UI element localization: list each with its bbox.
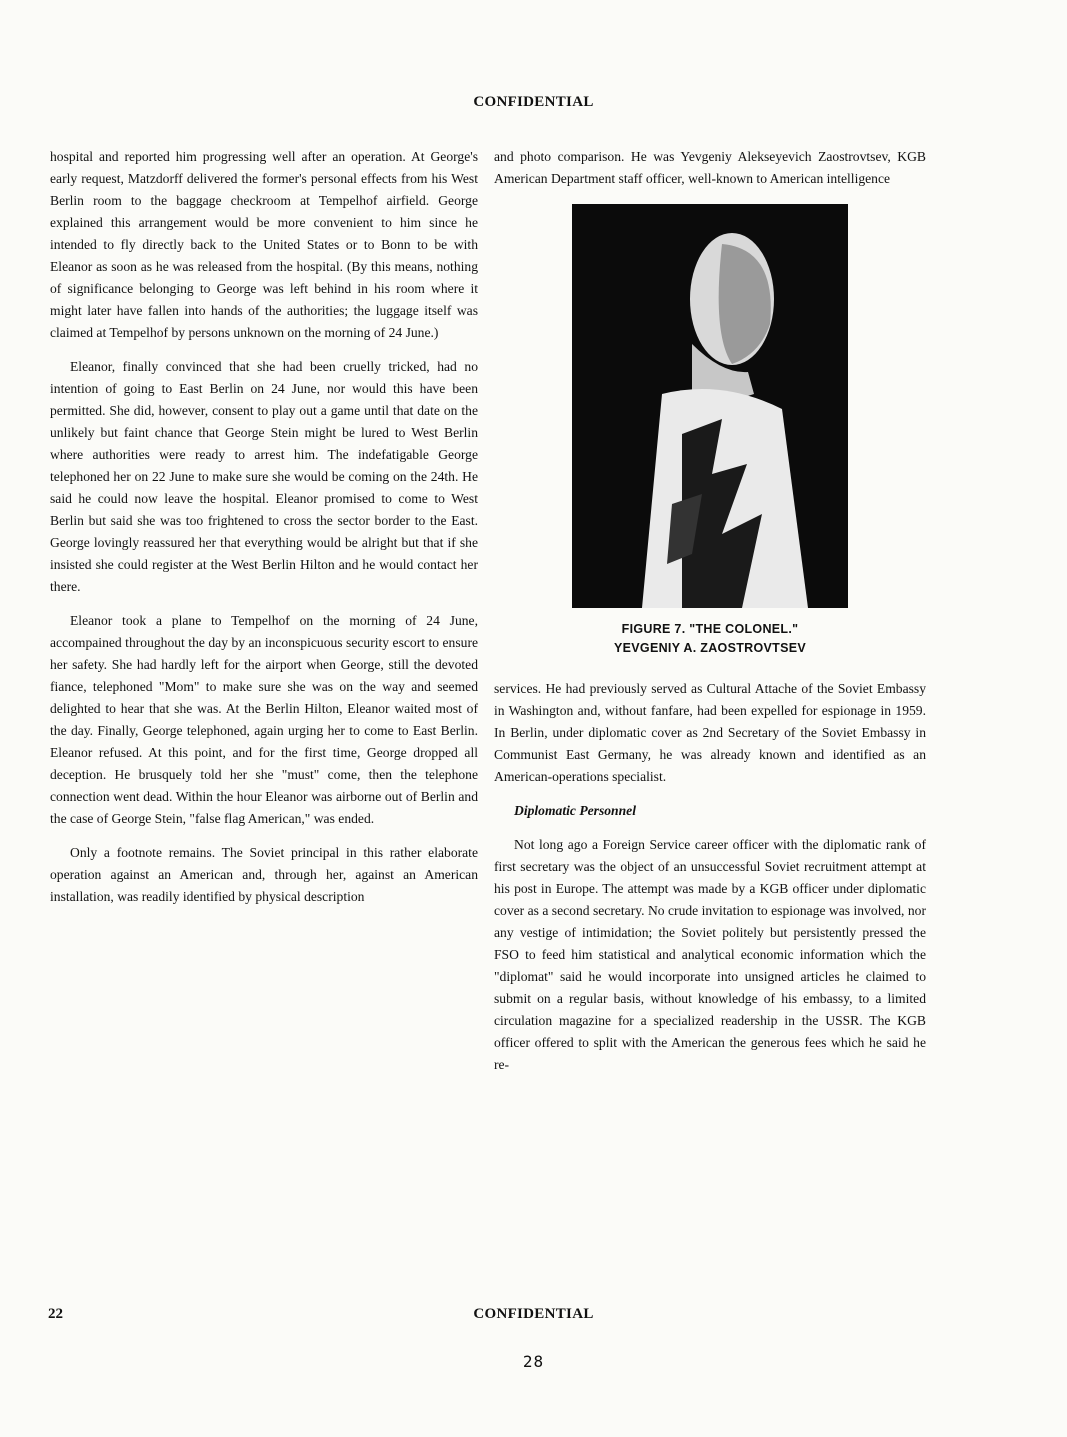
paragraph: services. He had previously served as Cultural Attache of the Soviet Embassy in Washington and, without fanfare, had been expelled for espionage in 1959. In Berlin, under diplomatic cover as 2nd Secretary of the Soviet Embassy in Communist East Germany, he was already known and identified as an American-operations specialist. [494, 681, 926, 784]
page-number: 22 [48, 1306, 63, 1322]
caption-line: YEVGENIY A. ZAOSTROVTSEV [614, 641, 806, 655]
paragraph: and photo comparison. He was Yevgeniy Alekseyevich Zaostrovtsev, KGB American Department staff officer, well-known to American intelligence [494, 149, 926, 186]
section-heading: Diplomatic Personnel [514, 803, 636, 818]
caption-line: FIGURE 7. "THE COLONEL." [621, 622, 799, 636]
paragraph: Eleanor, finally convinced that she had been cruelly tricked, had no intention of going to East Berlin on 24 June, nor would this have been permitted. She did, however, consent to play out a game until that date on the unlikely but faint chance that George Stein might be lured to West Berlin where authorities were ready to arrest him. The indefatigable George telephoned her on 22 June to make sure she would be coming on the 24th. He said he could now leave the hospital. Eleanor promised to come to West Berlin but said she was too frightened to cross the sector border to the East. George lovingly reassured her that everything would be alright but that if she insisted she could register at the West Berlin Hilton and he would contact her there. [50, 359, 478, 594]
paragraph: hospital and reported him progressing well after an operation. At George's early request, Matzdorff delivered the former's personal effects from his West Berlin room to the baggage checkroom at Tempelhof airfield. George explained this arrangement would be more convenient to him since he intended to fly directly back to the United States or to Bonn to be with Eleanor as soon as he was released from the hospital. (By this means, nothing of significance belonging to George was left behind in his room where it might later have fallen into hands of the authorities; the luggage itself was claimed at Tempelhof by persons unknown on the morning of 24 June.) [50, 149, 478, 340]
footer-classification: CONFIDENTIAL [473, 1306, 594, 1322]
header-classification: CONFIDENTIAL [473, 94, 594, 110]
paragraph: Only a footnote remains. The Soviet principal in this rather elaborate operation against an American and, through her, against an American installation, was readily identified by physical description [50, 845, 478, 904]
paragraph: Eleanor took a plane to Tempelhof on the morning of 24 June, accompained throughout the day by an inconspicuous security escort to ensure her safety. She had hardly left for the airport when George, still the devoted fiance, telephoned "Mom" to make sure she was on the way and seemed delighted to hear that she was. At the Berlin Hilton, Eleanor waited most of the day. Finally, George telephoned, again urging her to come to East Berlin. Eleanor refused. At this point, and for the first time, George dropped all deception. He brusquely told her she "must" come, then the telephone connection went dead. Within the hour Eleanor was airborne out of Berlin and the case of George Stein, "false flag American," was ended. [50, 613, 478, 826]
paragraph: Not long ago a Foreign Service career officer with the diplomatic rank of first secretary was the object of an unsuccessful Soviet recruitment attempt at his post in Europe. The attempt was made by a KGB officer under diplomatic cover as a second secretary. No crude invitation to espionage was involved, nor any vestige of intimidation; the Soviet politely but persistently pressed the FSO to feed him statistical and analytical economic information which the "diplomat" said he would incorporate into unsigned articles he claimed to submit on a regular basis, without knowledge of his embassy, to a limited circulation magazine for a specialized readership in the USSR. The KGB officer offered to split with the American the generous fees which he said he re- [494, 837, 926, 1072]
figure-photo [572, 204, 848, 608]
scan-page-number: 28 [522, 1352, 545, 1371]
figure-caption [494, 620, 926, 658]
left-column [50, 146, 478, 920]
right-column [494, 146, 926, 1088]
